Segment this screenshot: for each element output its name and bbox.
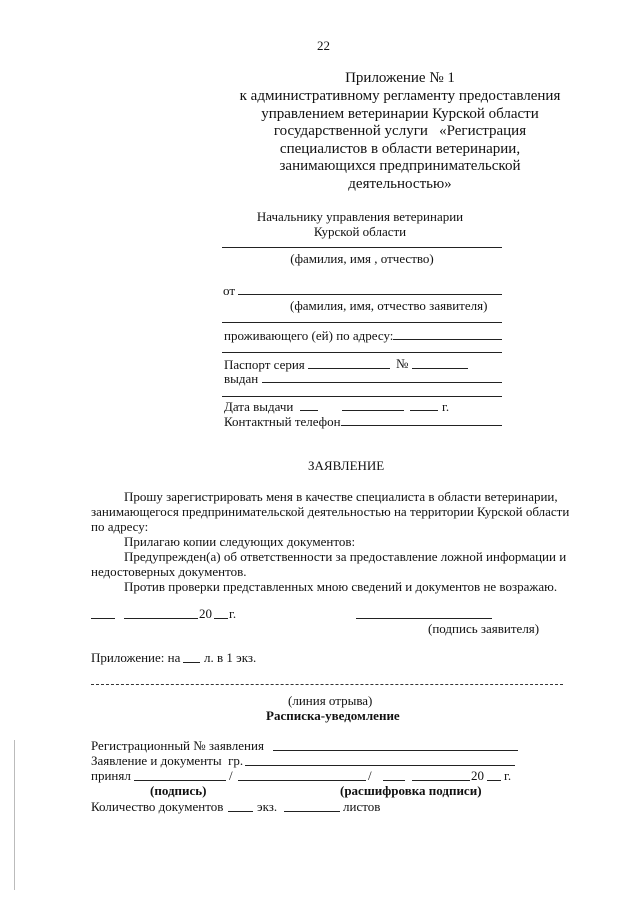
accepted-signature-line	[134, 780, 226, 781]
statement-p3-line1: Предупрежден(а) об ответственности за предоставление ложной информации и	[124, 549, 567, 564]
statement-p1-line2: занимающегося предпринимательской деятельностью на территории Курской области	[91, 504, 570, 519]
addressee-line-2: Курской области	[313, 224, 407, 239]
issued-by-label: выдан	[224, 371, 259, 386]
attachment-sheets-line	[183, 662, 200, 663]
phone-line	[341, 425, 502, 426]
from-label: от	[223, 283, 236, 298]
issue-month-line	[342, 410, 404, 411]
receipt-signature-caption: (подпись)	[150, 783, 207, 798]
statement-p4: Против проверки представленных мною сведений и документов не возражаю.	[124, 579, 558, 594]
issued-by-line-2	[222, 396, 502, 397]
issue-day-line	[300, 410, 318, 411]
statement-p1-line1: Прошу зарегистрировать меня в качестве специалиста в области ветеринарии,	[124, 489, 558, 504]
receipt-title: Расписка-уведомление	[266, 708, 400, 723]
reg-number-label: Регистрационный № заявления	[91, 738, 264, 753]
count-label: Количество документов	[91, 799, 224, 814]
from-line-2	[222, 322, 502, 323]
tear-caption: (линия отрыва)	[288, 693, 373, 708]
issue-year-line	[410, 410, 438, 411]
appendix-line-7: деятельностью»	[348, 176, 452, 192]
accepted-month-line	[412, 780, 470, 781]
attachment-prefix: Приложение: на	[91, 650, 181, 665]
receipt-decoding-caption: (расшифровка подписи)	[340, 783, 482, 798]
head-name-line	[222, 247, 502, 248]
signature-caption: (подпись заявителя)	[428, 621, 540, 636]
appendix-line-2: к административному регламенту предоставления	[239, 88, 561, 104]
residence-line-2	[222, 352, 502, 353]
reg-number-line	[273, 750, 518, 751]
appendix-line-1: Приложение № 1	[345, 70, 455, 86]
tear-line	[91, 684, 563, 685]
sign-year-suffix: г.	[229, 606, 237, 621]
sign-date-text: 20	[199, 606, 212, 621]
name-caption: (фамилия, имя , отчество)	[290, 251, 434, 266]
statement-title: ЗАЯВЛЕНИЕ	[308, 458, 385, 473]
attachment-suffix: л. в 1 экз.	[204, 650, 257, 665]
residence-line	[393, 339, 502, 340]
accepted-slash-1: /	[229, 768, 233, 783]
issue-date-label: Дата выдачи	[224, 399, 294, 414]
passport-label: Паспорт серия	[224, 357, 305, 372]
from-line	[238, 294, 502, 295]
docs-line	[245, 765, 515, 766]
signature-line	[356, 618, 492, 619]
accepted-date-text: 20	[471, 768, 484, 783]
statement-p2: Прилагаю копии следующих документов:	[124, 534, 356, 549]
accepted-day-line	[383, 780, 405, 781]
addressee-line-1: Начальнику управления ветеринарии	[256, 209, 464, 224]
count-copies-line	[228, 811, 253, 812]
accepted-year-line	[487, 780, 501, 781]
appendix-line-3: управлением ветеринарии Курской области	[261, 106, 539, 122]
accepted-year-suffix: г.	[504, 768, 512, 783]
issue-year-suffix: г.	[442, 399, 450, 414]
appendix-line-6: занимающихся предпринимательской	[279, 158, 521, 174]
page-number: 22	[317, 38, 330, 53]
issued-by-line	[262, 382, 502, 383]
sign-day-line	[91, 618, 115, 619]
statement-p3-line2: недостоверных документов.	[91, 564, 247, 579]
accepted-label: принял	[91, 768, 131, 783]
count-sheets-line	[284, 811, 340, 812]
from-caption: (фамилия, имя, отчество заявителя)	[290, 298, 488, 313]
number-label: №	[396, 356, 409, 371]
residence-label: проживающего (ей) по адресу:	[224, 328, 394, 343]
sheets-label: листов	[343, 799, 381, 814]
accepted-slash-2: /	[368, 768, 372, 783]
docs-label: Заявление и документы гр.	[91, 753, 244, 768]
phone-label: Контактный телефон	[224, 414, 341, 429]
scan-edge	[14, 740, 15, 890]
copies-label: экз.	[257, 799, 278, 814]
appendix-line-4: государственной услуги «Регистрация	[273, 123, 527, 139]
sign-year-line	[214, 618, 228, 619]
passport-number-line	[412, 368, 468, 369]
accepted-decoding-line	[238, 780, 366, 781]
statement-p1-line3: по адресу:	[91, 519, 149, 534]
sign-month-line	[124, 618, 198, 619]
appendix-line-5: специалистов в области ветеринарии,	[279, 141, 521, 157]
passport-series-line	[308, 368, 390, 369]
